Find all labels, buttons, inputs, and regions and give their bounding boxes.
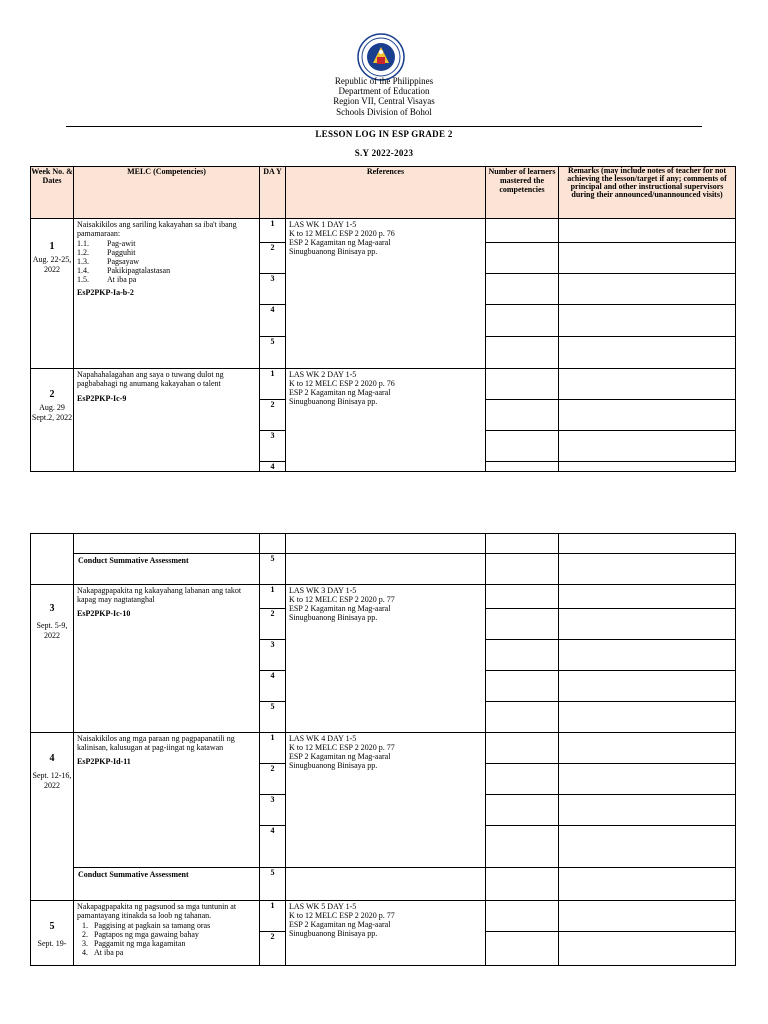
melc-text: Naisakikilos ang mga paraan ng pagpapanatili ng kalinisan, kalusugan at pag-iingat ng katawan: [77, 734, 235, 752]
references-cell: [286, 554, 486, 585]
remarks-cell[interactable]: [559, 554, 736, 585]
list-item: 1.1. Pag-awit: [77, 239, 136, 248]
list-item: 1.3. Pagsayaw: [77, 257, 139, 266]
day-cell: 1: [260, 219, 286, 243]
header-divider: [66, 126, 702, 127]
references-cell: [286, 219, 486, 369]
remarks-cell[interactable]: [559, 369, 736, 400]
day-cell: 2: [260, 243, 286, 274]
table-row: [31, 554, 736, 585]
references-text: LAS WK 2 DAY 1-5 K to 12 MELC ESP 2 2020 p. 76 ESP 2 Kagamitan ng Mag-aaral Sinugbuanong Binisaya pp.: [289, 370, 395, 406]
summative-cell: [74, 554, 260, 585]
day-cell: 5: [260, 337, 286, 369]
day-cell: 2: [260, 400, 286, 431]
remarks-cell[interactable]: [559, 609, 736, 640]
table-row: [31, 868, 736, 901]
day-cell: 3: [260, 274, 286, 305]
week-dates: Aug. 29 Sept.2, 2022: [31, 403, 73, 422]
week-cell: [31, 369, 74, 472]
remarks-cell[interactable]: [559, 534, 736, 554]
learners-count-cell[interactable]: [486, 795, 559, 826]
day-cell: 3: [260, 795, 286, 826]
melc-text: Nakapagpapakita ng kakayahang labanan ang takot kapag may nagtatanghal: [77, 586, 242, 604]
table-header-row: [31, 167, 736, 219]
references-text: LAS WK 1 DAY 1-5 K to 12 MELC ESP 2 2020 p. 76 ESP 2 Kagamitan ng Mag-aaral Sinugbuanong Binisaya pp.: [289, 220, 395, 256]
remarks-cell[interactable]: [559, 901, 736, 932]
week-number: 2: [49, 389, 55, 400]
melc-code: EsP2PKP-Ic-10: [77, 609, 131, 618]
references-cell: [286, 534, 486, 554]
learners-count-cell[interactable]: [486, 671, 559, 702]
day-cell: 1: [260, 585, 286, 609]
learners-count-cell[interactable]: [486, 219, 559, 243]
table-row: [31, 534, 736, 554]
day-cell: 2: [260, 932, 286, 966]
references-cell: [286, 868, 486, 901]
remarks-cell[interactable]: [559, 702, 736, 733]
day-column-header: DA Y: [260, 167, 286, 219]
day-cell: 4: [260, 462, 286, 472]
table-row: [31, 219, 736, 243]
references-cell: [286, 585, 486, 733]
week-dates: Sept. 19-: [37, 939, 67, 948]
learners-count-cell[interactable]: [486, 901, 559, 932]
summative-cell: [74, 868, 260, 901]
melc-column-header: MELC (Competencies): [74, 167, 260, 219]
learners-count-cell[interactable]: [486, 243, 559, 274]
list-item: 1.2. Pagguhit: [77, 248, 136, 257]
learners-count-cell[interactable]: [486, 400, 559, 431]
learners-count-cell[interactable]: [486, 640, 559, 671]
melc-code: EsP2PKP-Ic-9: [77, 394, 127, 403]
learners-count-cell[interactable]: [486, 305, 559, 337]
day-cell: 3: [260, 431, 286, 462]
melc-item-list: [74, 921, 259, 957]
melc-cell: [74, 733, 260, 868]
day-cell: [260, 534, 286, 554]
week-dates: Sept. 5-9, 2022: [36, 621, 68, 640]
learners-count-cell[interactable]: [486, 868, 559, 901]
remarks-cell[interactable]: [559, 219, 736, 243]
day-cell: 3: [260, 640, 286, 671]
week-dates: Sept. 12-16, 2022: [32, 771, 72, 790]
day-cell: 5: [260, 554, 286, 585]
melc-item-list: [74, 239, 259, 284]
learners-count-cell[interactable]: [486, 337, 559, 369]
references-text: LAS WK 3 DAY 1-5 K to 12 MELC ESP 2 2020 p. 77 ESP 2 Kagamitan ng Mag-aaral Sinugbuanong Binisaya pp.: [289, 586, 395, 622]
week-cell: [31, 733, 74, 901]
learners-column-header: Number of learners mastered the competencies: [486, 167, 559, 219]
day-cell: 5: [260, 702, 286, 733]
day-cell: 2: [260, 609, 286, 640]
day-cell: 5: [260, 868, 286, 901]
day-cell: 1: [260, 901, 286, 932]
day-cell: 2: [260, 764, 286, 795]
references-cell: [286, 369, 486, 472]
melc-text: Naisakikilos ang sariling kakayahan sa iba't ibang pamamaraan:: [77, 220, 237, 238]
learners-count-cell[interactable]: [486, 274, 559, 305]
references-column-header: References: [286, 167, 486, 219]
lesson-log-table-page-1: [30, 166, 736, 472]
learners-count-cell[interactable]: [486, 431, 559, 462]
learners-count-cell[interactable]: [486, 733, 559, 764]
week-number: 4: [49, 753, 55, 764]
melc-cell: [74, 534, 260, 554]
header-republic: Republic of the Philippines: [334, 76, 434, 86]
learners-count-cell[interactable]: [486, 826, 559, 868]
list-item: 1.4. Pakikipagtalastasan: [77, 266, 171, 275]
learners-count-cell[interactable]: [486, 462, 559, 472]
list-item: 2. Pagtapos ng mga gawaing bahay: [90, 930, 259, 939]
learners-count-cell[interactable]: [486, 932, 559, 966]
references-text: LAS WK 5 DAY 1-5 K to 12 MELC ESP 2 2020 p. 77 ESP 2 Kagamitan ng Mag-aaral Sinugbuanong Binisaya pp.: [289, 902, 395, 938]
day-cell: 4: [260, 671, 286, 702]
day-cell: 1: [260, 369, 286, 400]
learners-count-cell[interactable]: [486, 369, 559, 400]
table-row: [31, 733, 736, 764]
remarks-cell[interactable]: [559, 868, 736, 901]
week-cell: [31, 534, 74, 585]
school-year: S.Y 2022-2023: [354, 148, 414, 158]
remarks-cell[interactable]: [559, 431, 736, 462]
header-region: Region VII, Central Visayas: [333, 96, 435, 106]
document-title: LESSON LOG IN ESP GRADE 2: [315, 129, 453, 139]
list-item: 4. At iba pa: [90, 948, 259, 957]
week-cell: [31, 219, 74, 369]
week-cell: [31, 901, 74, 966]
list-item: 3. Paggamit ng mga kagamitan: [90, 939, 259, 948]
week-dates: Aug. 22-25, 2022: [32, 255, 72, 274]
melc-code: EsP2PKP-Ia-b-2: [77, 288, 134, 297]
remarks-cell[interactable]: [559, 243, 736, 274]
header-department: Department of Education: [338, 86, 430, 96]
learners-count-cell[interactable]: [486, 702, 559, 733]
day-cell: 4: [260, 826, 286, 868]
remarks-cell[interactable]: [559, 585, 736, 609]
learners-count-cell[interactable]: [486, 534, 559, 554]
remarks-cell[interactable]: [559, 671, 736, 702]
remarks-cell[interactable]: [559, 305, 736, 337]
melc-cell: [74, 369, 260, 472]
melc-text: Napahahalagahan ang saya o tuwang dulot ng pagbabahagi ng anumang kakayahan o talent: [77, 370, 224, 388]
summative-assessment-label: Conduct Summative Assessment: [78, 556, 189, 565]
header-division: Schools Division of Bohol: [336, 107, 432, 117]
learners-count-cell[interactable]: [486, 585, 559, 609]
deped-seal-logo: [357, 33, 405, 81]
references-text: LAS WK 4 DAY 1-5 K to 12 MELC ESP 2 2020 p. 77 ESP 2 Kagamitan ng Mag-aaral Sinugbuanong Binisaya pp.: [289, 734, 395, 770]
remarks-cell[interactable]: [559, 640, 736, 671]
remarks-cell[interactable]: [559, 764, 736, 795]
list-item: 1.5. At iba pa: [77, 275, 137, 284]
remarks-cell[interactable]: [559, 337, 736, 369]
lesson-log-table-page-2: [30, 533, 736, 966]
learners-count-cell[interactable]: [486, 764, 559, 795]
remarks-column-header: Remarks (may include notes of teacher for not achieving the lesson/target if any; comments of principal and other instructional supervisors during their announced/unannounced visits): [559, 167, 736, 219]
remarks-cell[interactable]: [559, 826, 736, 868]
remarks-cell[interactable]: [559, 274, 736, 305]
table-row: [31, 369, 736, 400]
table-row: [31, 901, 736, 932]
week-number: 1: [49, 241, 55, 252]
references-cell: [286, 733, 486, 868]
day-cell: 4: [260, 305, 286, 337]
melc-code: EsP2PKP-Id-11: [77, 757, 131, 766]
table-row: [31, 585, 736, 609]
week-number: 3: [49, 603, 55, 614]
remarks-cell[interactable]: [559, 400, 736, 431]
learners-count-cell[interactable]: [486, 609, 559, 640]
list-item: 1. Paggising at pagkain sa tamang oras: [90, 921, 259, 930]
summative-assessment-label: Conduct Summative Assessment: [78, 870, 189, 879]
remarks-cell[interactable]: [559, 733, 736, 764]
remarks-cell[interactable]: [559, 932, 736, 966]
learners-count-cell[interactable]: [486, 554, 559, 585]
references-cell: [286, 901, 486, 966]
melc-cell: [74, 219, 260, 369]
remarks-cell[interactable]: [559, 795, 736, 826]
melc-cell: [74, 585, 260, 733]
day-cell: 1: [260, 733, 286, 764]
week-column-header: Week No. & Dates: [31, 167, 74, 219]
week-number: 5: [49, 921, 55, 932]
remarks-cell[interactable]: [559, 462, 736, 472]
melc-text: Nakapagpapakita ng pagsunod sa mga tuntunin at pamantayang itinakda sa loob ng tahanan.: [77, 902, 237, 920]
melc-cell: [74, 901, 260, 966]
week-cell: [31, 585, 74, 733]
